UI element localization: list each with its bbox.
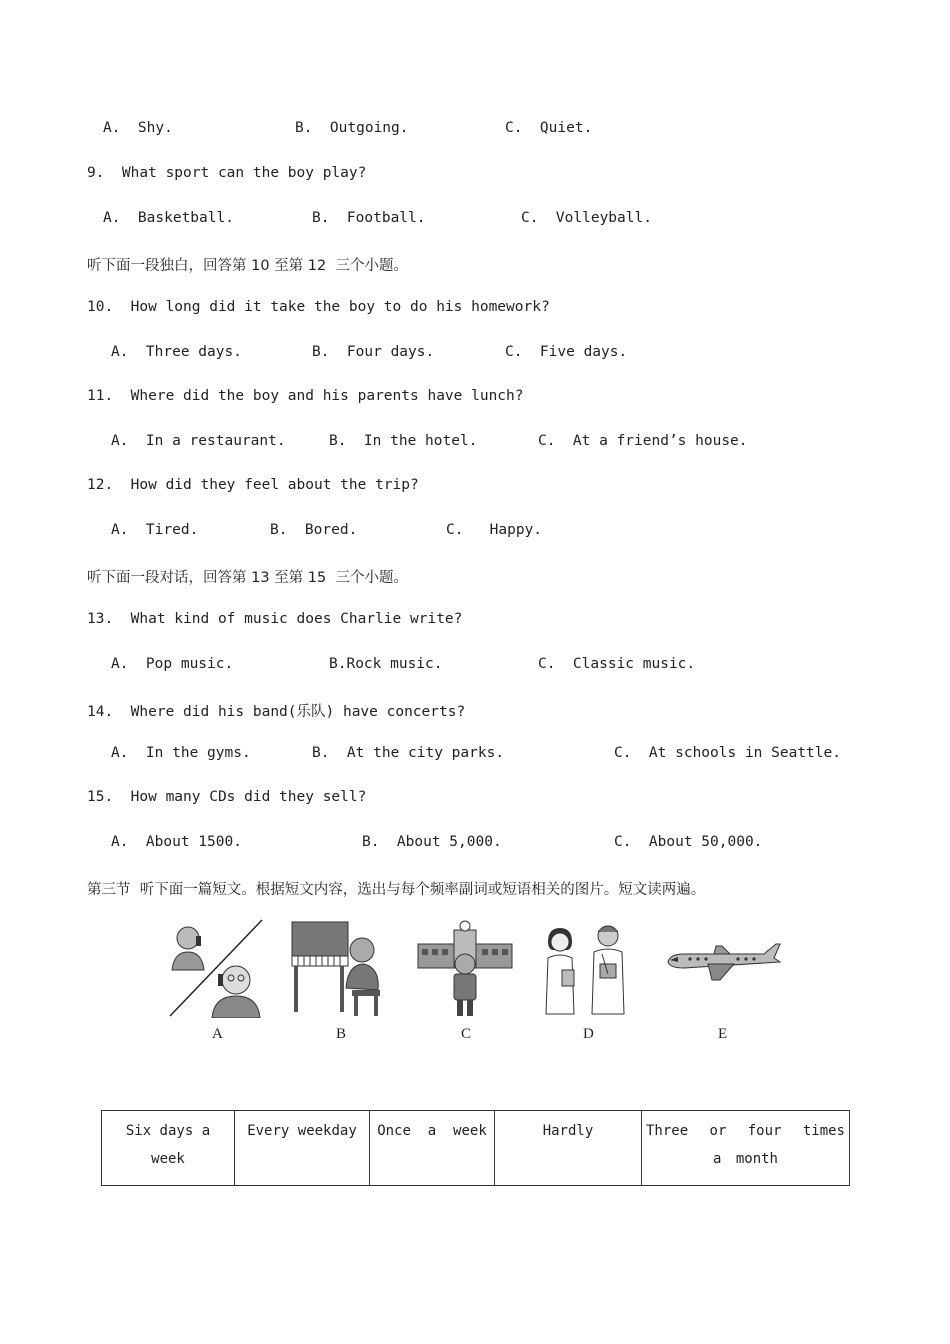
q9-option-a: A. Basketball.	[103, 210, 234, 226]
q8-option-b: B. Outgoing.	[295, 120, 409, 136]
q13-option-b: B.Rock music.	[329, 656, 443, 672]
q10-option-a: A. Three days.	[111, 344, 242, 360]
q14-option-b: B. At the city parks.	[312, 745, 505, 761]
q8-option-a: A. Shy.	[103, 120, 173, 136]
q15-option-b: B. About 5,000.	[362, 834, 502, 850]
q15-question: 15. How many CDs did they sell?	[87, 789, 367, 805]
q11-option-c: C. At a friend’s house.	[538, 433, 748, 449]
q15-option-c: C. About 50,000.	[614, 834, 763, 850]
frequency-table	[101, 1110, 850, 1186]
doctor-nurse-icon	[540, 918, 638, 1018]
picture-label-b: B	[336, 1026, 347, 1042]
instruction-10-12: 听下面一段独白，回答第 10 至第 12 三个小题。	[87, 258, 408, 274]
q13-question: 13. What kind of music does Charlie write?	[87, 611, 463, 627]
q12-option-c: C. Happy.	[446, 522, 543, 538]
q13-option-c: C. Classic music.	[538, 656, 696, 672]
q14-question: 14. Where did his band(乐队) have concerts?	[87, 704, 466, 720]
q13-option-a: A. Pop music.	[111, 656, 234, 672]
q11-option-b: B. In the hotel.	[329, 433, 478, 449]
q8-option-c: C. Quiet.	[505, 120, 593, 136]
q12-option-a: A. Tired.	[111, 522, 199, 538]
q14-option-c: C. At schools in Seattle.	[614, 745, 841, 761]
q15-option-a: A. About 1500.	[111, 834, 242, 850]
airplane-icon	[664, 938, 784, 986]
instruction-13-15: 听下面一段对话，回答第 13 至第 15 三个小题。	[87, 570, 408, 586]
section-3-instruction: 第三节 听下面一篇短文。根据短文内容，选出与每个频率副词或短语相关的图片。短文读两遍。	[87, 882, 706, 898]
table-row	[102, 1111, 850, 1186]
piano-player-icon	[290, 918, 384, 1018]
table-cell-every-weekday: Every weekday	[235, 1111, 370, 1186]
table-cell-hardly: Hardly	[495, 1111, 642, 1186]
picture-label-a: A	[212, 1026, 223, 1042]
table-cell-six-days: Six days a week	[102, 1111, 235, 1186]
q10-question: 10. How long did it take the boy to do his homework?	[87, 299, 550, 315]
picture-label-c: C	[461, 1026, 472, 1042]
q11-option-a: A. In a restaurant.	[111, 433, 286, 449]
q14-option-a: A. In the gyms.	[111, 745, 251, 761]
q11-question: 11. Where did the boy and his parents have lunch?	[87, 388, 524, 404]
q9-question: 9. What sport can the boy play?	[87, 165, 367, 181]
school-student-icon	[416, 918, 514, 1018]
q9-option-c: C. Volleyball.	[521, 210, 652, 226]
q12-question: 12. How did they feel about the trip?	[87, 477, 419, 493]
q10-option-b: B. Four days.	[312, 344, 435, 360]
phone-call-crossed-icon	[166, 918, 264, 1018]
q9-option-b: B. Football.	[312, 210, 426, 226]
table-cell-once-a-week: Once a week	[370, 1111, 495, 1186]
q10-option-c: C. Five days.	[505, 344, 628, 360]
table-cell-three-or-four: Three or four times a month	[642, 1111, 850, 1186]
q12-option-b: B. Bored.	[270, 522, 358, 538]
picture-label-d: D	[583, 1026, 594, 1042]
picture-label-e: E	[718, 1026, 728, 1042]
